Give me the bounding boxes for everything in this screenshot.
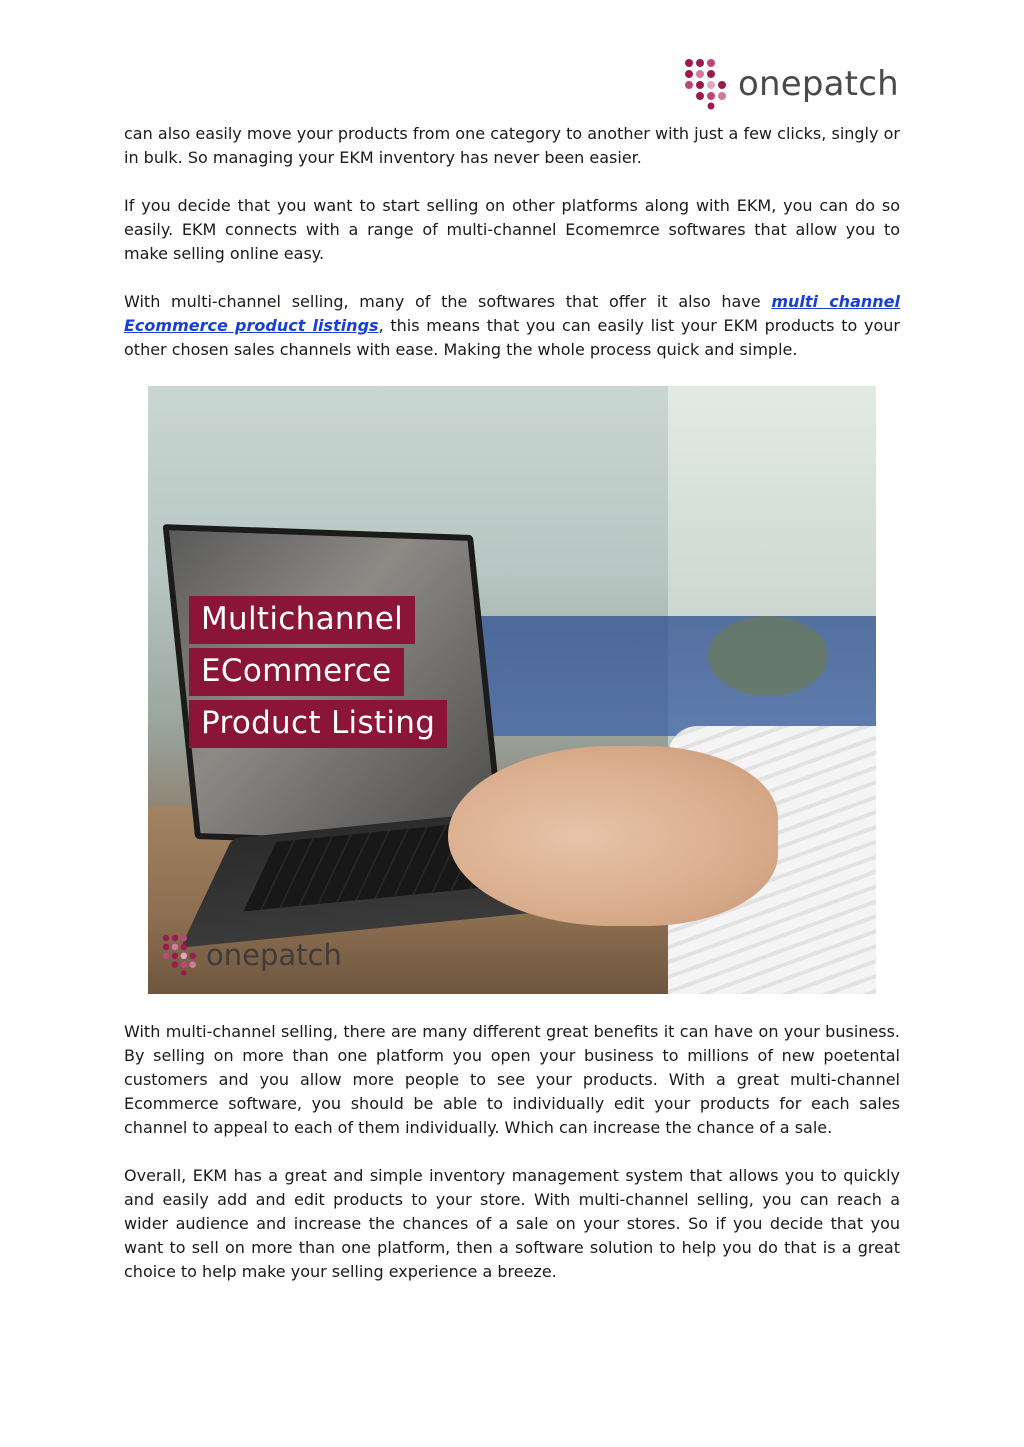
multichannel-product-listing-image <box>148 386 876 994</box>
article-body <box>124 122 900 1308</box>
paragraph-text-before-link: With multi-channel selling, many of the softwares that offer it also have <box>124 292 772 311</box>
multichannel-listings-link[interactable]: multi channel Ecommerce product listings <box>124 292 900 335</box>
paragraph-overall: Overall, EKM has a great and simple inventory management system that allows you to quickly and easily add and edit products to your store. With multi-channel selling, you can reach a wider audience and increase the chances of a sale on your stores. So if you decide that you want to sell on more than one platform, then a software solution to help you do that is a great choice to help make your selling experience a breeze. <box>124 1166 900 1281</box>
paragraph-benefits: With multi-channel selling, there are many different great benefits it can have on your business. By selling on more than one platform you open your business to millions of new poetental customers and you allow more people to see your products. With a great multi-channel Ecommerce software, you should be able to individually edit your products for each sales channel to appeal to each of them individually. Which can increase the chance of a sale. <box>124 1022 900 1137</box>
image-logo-wordmark: onepatch <box>206 937 342 972</box>
onepatch-dots-icon <box>162 934 204 976</box>
image-onepatch-logo <box>162 934 342 976</box>
paragraph-other-platforms: If you decide that you want to start selling on other platforms along with EKM, you can do so easily. EKM connects with a range of multi-channel Ecomemrce softwares that allow you to make selling online easy. <box>124 196 900 263</box>
background-plant <box>708 616 828 696</box>
banner-line-3: Product Listing <box>189 700 447 748</box>
paragraph-category-move: can also easily move your products from one category to another with just a few clicks, singly or in bulk. So managing your EKM inventory has never been easier. <box>124 124 900 167</box>
banner-line-2: ECommerce <box>189 648 404 696</box>
paragraph-text-after-link: , this means that you can easily list your EKM products to your other chosen sales channels with ease. Making the whole process quick and simple. <box>124 316 901 359</box>
paragraph-product-listings <box>124 290 900 362</box>
logo-wordmark: onepatch <box>738 64 899 104</box>
onepatch-dots-icon <box>684 58 736 110</box>
onepatch-logo <box>684 58 899 110</box>
banner-line-1: Multichannel <box>189 596 415 644</box>
typing-hand <box>448 746 778 926</box>
